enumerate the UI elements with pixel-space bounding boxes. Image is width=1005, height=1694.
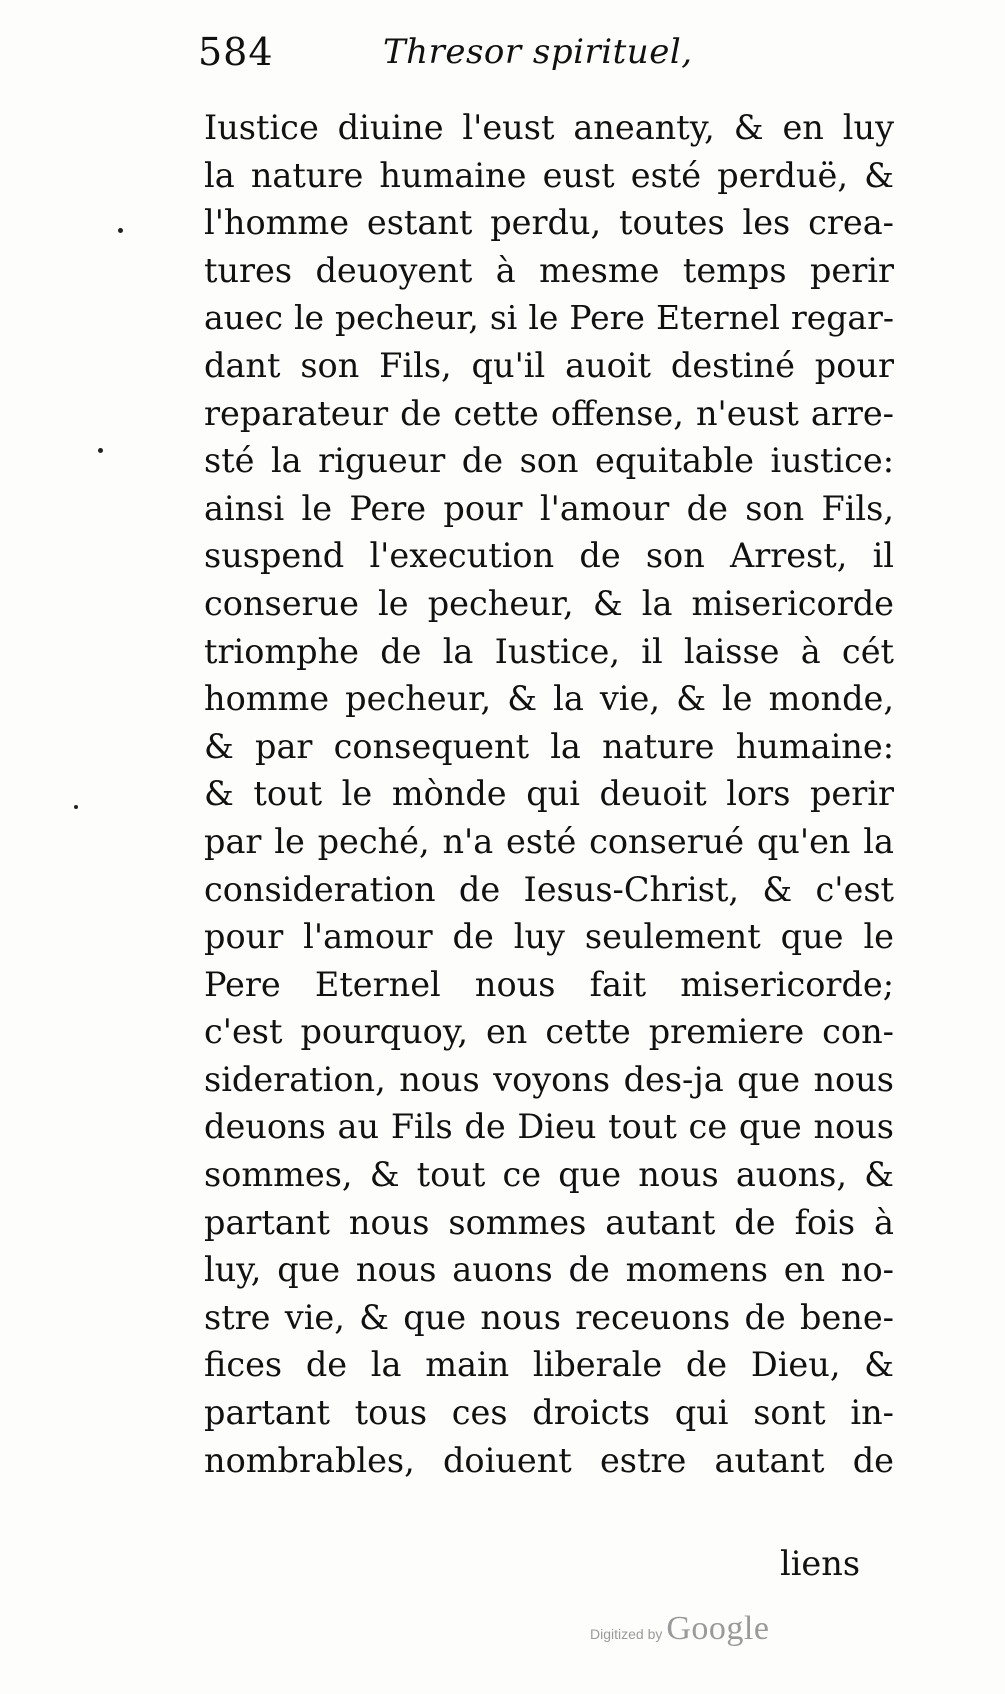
text-line: sté la rigueur de son equitable iustice: [204,441,894,481]
text-line: luy, que nous auons de momens en no- [204,1250,894,1290]
text-line: suspend l'execution de son Arrest, il [204,536,894,576]
text-line: Pere Eternel nous fait misericorde; [204,964,894,1004]
text-line: partant nous sommes autant de fois à [204,1202,894,1242]
watermark-brand: Google [666,1610,770,1647]
watermark-prefix: Digitized by [590,1626,663,1642]
text-line: c'est pourquoy, en cette premiere con- [204,1012,894,1052]
text-line: tures deuoyent à mesme temps perir [204,250,894,290]
text-line: dant son Fils, qu'il auoit destiné pour [204,345,894,385]
page-header [198,30,898,90]
text-line: stre vie, & que nous receuons de bene- [204,1297,894,1337]
scan-speck [98,448,103,453]
page-number: 584 [198,30,274,74]
text-line: conserue le pecheur, & la misericorde [204,583,894,623]
text-line: ainsi le Pere pour l'amour de son Fils, [204,488,894,528]
scan-speck [74,805,78,809]
text-line: la nature humaine eust esté perduë, & [204,155,894,195]
text-line: sommes, & tout ce que nous auons, & [204,1155,894,1195]
digitization-watermark [590,1610,769,1650]
text-line: auec le pecheur, si le Pere Eternel regar- [204,298,894,338]
text-line: par le peché, n'a esté conserué qu'en la [204,821,894,861]
text-line: & par consequent la nature humaine: [204,726,894,766]
text-line: l'homme estant perdu, toutes les crea- [204,203,894,243]
text-line: Iustice diuine l'eust aneanty, & en luy [204,108,894,147]
text-line: reparateur de cette offense, n'eust arre- [204,393,894,433]
running-title: Thresor spirituel, [383,32,693,72]
text-line: partant tous ces droicts qui sont in- [204,1393,894,1433]
body-text [204,104,894,1484]
scan-speck [118,228,123,233]
text-line: triomphe de la Iustice, il laisse à cét [204,631,894,671]
text-line: fices de la main liberale de Dieu, & [204,1345,894,1385]
text-line: consideration de Iesus-Christ, & c'est [204,869,894,909]
text-line: pour l'amour de luy seulement que le [204,917,894,957]
text-line: homme pecheur, & la vie, & le monde, [204,679,894,719]
text-line: nombrables, doiuent estre autant de [204,1440,894,1480]
catchword: liens [780,1544,861,1583]
text-line: & tout le mònde qui deuoit lors perir [204,774,894,814]
text-line: deuons au Fils de Dieu tout ce que nous [204,1107,894,1147]
text-line: sideration, nous voyons des-ja que nous [204,1059,894,1099]
